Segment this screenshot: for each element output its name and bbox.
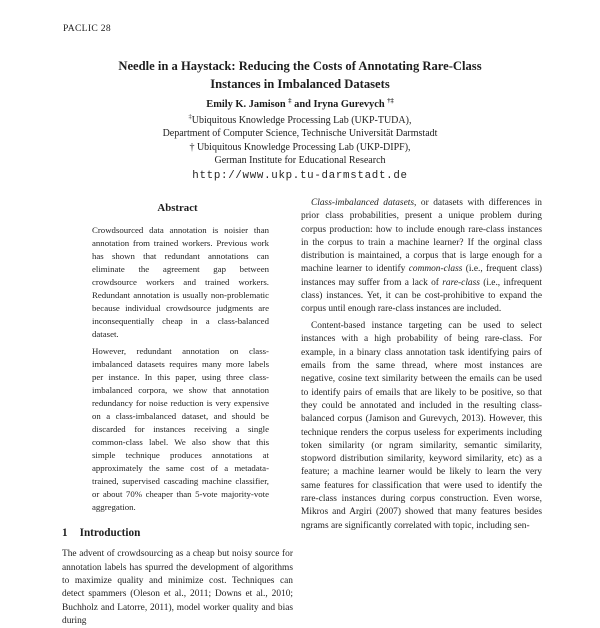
- body-paragraph-1: Class-imbalanced datasets, or datasets with differences in prior class probabilities, present a unique problem during corpus production: how to include enough rare-class instances in the corpus to train a machine learner? If the orginal class distribution is maintained, a corpus that is large enough for a machine learner to identify common-class (i.e., frequent class) instances may suffer from a lack of rare-class (i.e., infrequent class) instances. Yet, it can be cost-prohibitive to expand the corpus until enough rare-class instances are included.: [301, 198, 542, 315]
- running-head: PACLIC 28: [63, 23, 111, 34]
- author-marker-2: †‡: [387, 97, 394, 105]
- section-heading-introduction: [62, 527, 293, 539]
- author-marker-1: ‡: [288, 97, 292, 105]
- abstract-heading: Abstract: [157, 202, 198, 214]
- emphasis-class-imbalanced-datasets: Class-imbalanced datasets: [311, 198, 414, 208]
- right-column: [301, 197, 542, 628]
- affiliation-line-3: † Ubiquitous Knowledge Processing Lab (UKP-DIPF),: [189, 141, 411, 153]
- abstract-body: [62, 224, 293, 513]
- section-number: 1: [62, 527, 68, 540]
- abstract-paragraph-2: However, redundant annotation on class-imbalanced datasets requires many more labels per instance. In this paper, using three class-imbalanced corpora, we show that annotation redundancy for noise reduction is very expensive on a class-imbalanced dataset, and should be discarded for instances receiving a single common-class label. We also show that this simple technique produces annotations at approximately the same cost of a metadata-trained, supervised cascading machine classifier, or about 70% cheaper than 5-vote majority-vote aggregation.: [92, 346, 269, 512]
- author-name-2: Iryna Gurevych: [313, 99, 385, 110]
- affiliation-marker-icon: ‡: [188, 113, 192, 121]
- authors-line: [40, 99, 560, 110]
- affiliation-line-1: ‡Ubiquitous Knowledge Processing Lab (UKP-TUDA),: [188, 113, 412, 126]
- paper-title-line2: Instances in Imbalanced Datasets: [210, 77, 390, 91]
- introduction-text: [62, 548, 293, 628]
- abstract-paragraph-1: Crowdsourced data annotation is noisier than annotation from trained workers. Previous work has shown that redundant annotations can eliminate the agreement gap between crowdsource workers and trained workers. Redundant annotation is usually non-problematic because individual crowdsource judgments are inconsequentially cheap in a class-balanced dataset.: [92, 225, 269, 339]
- authors-connector: and: [294, 99, 311, 110]
- emphasis-rare-class: rare-class: [442, 277, 480, 288]
- paper-url: http://www.ukp.tu-darmstadt.de: [192, 169, 408, 182]
- affiliation-line-2: Department of Computer Science, Technische Universität Darmstadt: [162, 128, 438, 140]
- introduction-paragraph-1: The advent of crowdsourcing as a cheap but noisy source for annotation labels has spurred the development of algorithms to maximize quality and minimize cost. Techniques can detect spammers (Oleson et al., 2011; Downs et al., 2010; Buchholz and Latorre, 2011), model worker quality and bias during: [62, 549, 293, 626]
- right-column-text: [301, 197, 542, 533]
- paper-title: [60, 57, 540, 93]
- author-name-1: Emily K. Jamison: [206, 99, 286, 110]
- section-title: Introduction: [79, 527, 141, 540]
- author-block: [40, 99, 560, 182]
- left-column: [62, 197, 293, 628]
- two-column-body: [62, 197, 542, 628]
- emphasis-common-class: common-class: [408, 264, 463, 275]
- body-paragraph-2: Content-based instance targeting can be used to select instances with a high probability of being rare-class. For example, in a binary class annotation task identifying pairs of emails from the same thread, where most instances are negative, cosine text similarity between the emails can be used to identify pairs of emails that are likely to be positive, so that they could be annotated and included in the resulting class-balanced corpus (Jamison and Gurevych, 2013). However, this technique renders the corpus useless for experiments including token similarity (or ngram similarity, semantic similarity, stopword distribution similarity, keyword similarity, etc) as a feature; a machine learner would be likely to learn the very same features for classification that were used to identify the rare-class instances during corpus construction. Even worse, Mikros and Argiri (2007) showed that many features besides ngrams are significantly correlated with topic, including sen-: [301, 321, 542, 531]
- paper-title-line1: Needle in a Haystack: Reducing the Costs of Annotating Rare-Class: [118, 59, 482, 73]
- affiliation-line-4: German Institute for Educational Research: [214, 155, 386, 167]
